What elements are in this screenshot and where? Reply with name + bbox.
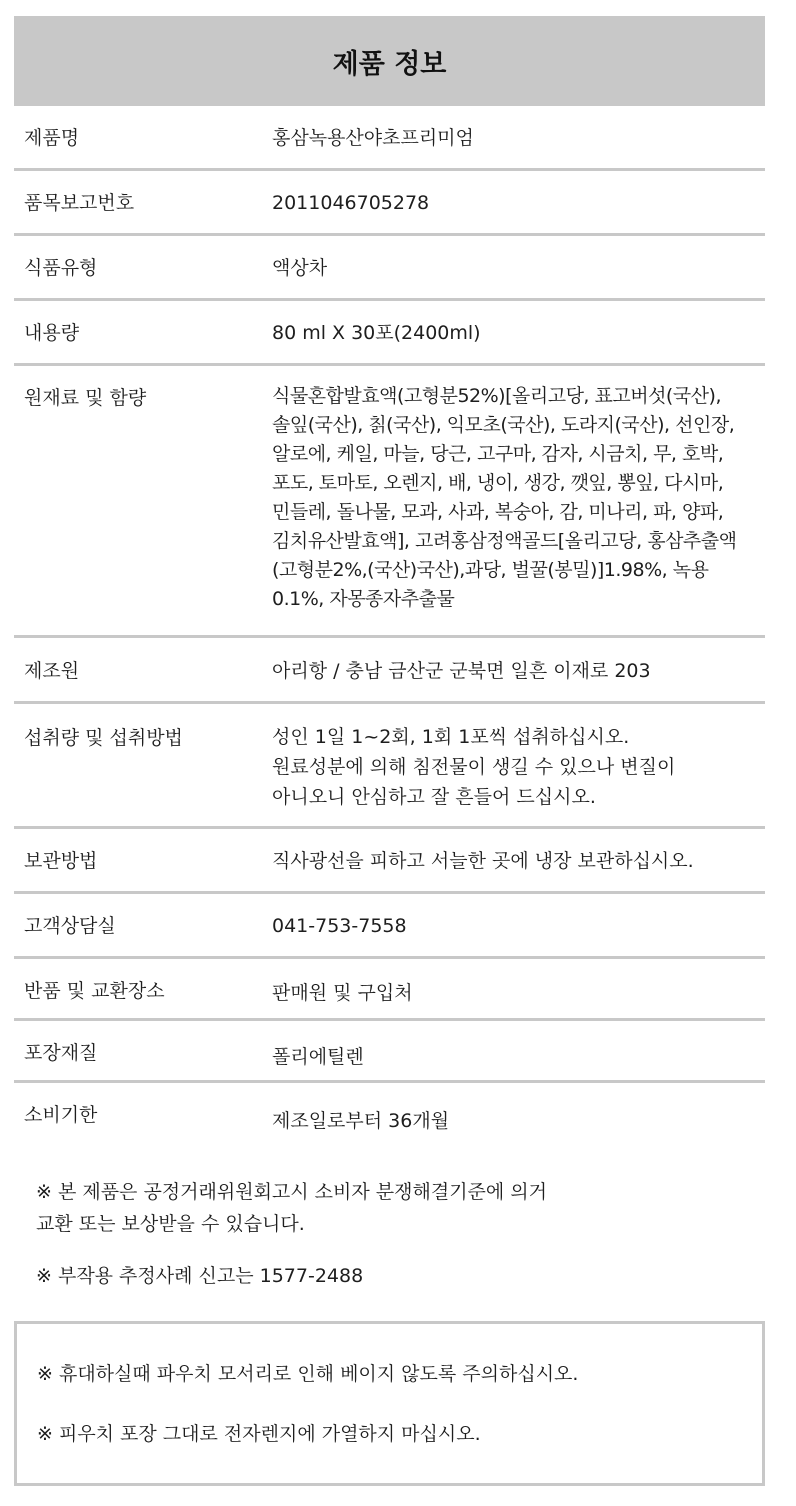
value-line: 액상차 [272,257,328,279]
row-label: 섭취량 및 섭취방법 [24,727,183,749]
row-value [272,319,765,347]
value-line: 폴리에틸렌 [272,1046,364,1068]
row-value [272,382,765,614]
row-value [272,912,765,940]
row-value [272,1107,765,1135]
value-line: 솔잎(국산), 칡(국산), 익모초(국산), 도라지(국산), 선인장, [272,414,735,436]
row-return-place [14,959,765,1021]
page-title: 제품 정보 [14,16,765,106]
value-line: 제조일로부터 36개월 [272,1110,450,1132]
row-value [272,1043,765,1071]
row-label: 원재료 및 함량 [24,387,147,409]
row-customer-service [14,894,765,959]
value-line: 원료성분에 의해 침전물이 생길 수 있으나 변질이 [272,756,676,778]
row-value [272,124,765,152]
value-line: 홍삼녹용산야초프리미엄 [272,127,474,149]
warning-box [14,1321,765,1486]
row-report-number [14,171,765,236]
row-value [272,979,765,1007]
value-line: 아리항 / 충남 금산군 군북면 일흔 이재로 203 [272,660,651,682]
row-label: 제품명 [24,127,80,149]
product-info-table [14,106,765,1147]
value-line: 2011046705278 [272,192,430,214]
row-label: 반품 및 교환장소 [24,980,165,1002]
value-line: 0.1%, 자몽종자추출물 [272,588,455,610]
value-line: 아니오니 안심하고 잘 흔들어 드십시오. [272,786,596,808]
value-line: 포도, 토마토, 오렌지, 배, 냉이, 생강, 깻잎, 뽕잎, 다시마, [272,472,724,494]
row-volume [14,301,765,366]
row-packaging [14,1021,765,1083]
value-line: 김치유산발효액], 고려홍삼정액골드[올리고당, 홍삼추출액 [272,530,737,552]
row-label: 소비기한 [24,1104,98,1126]
value-line: 판매원 및 구입처 [272,982,413,1004]
row-label: 포장재질 [24,1042,98,1064]
row-label: 내용량 [24,322,80,344]
dispute-notice-line: ※ 본 제품은 공정거래위원회고시 소비자 분쟁해결기준에 의거 [36,1181,548,1203]
row-label: 품목보고번호 [24,192,135,214]
value-line: 알로에, 케일, 마늘, 당근, 고구마, 감자, 시금치, 무, 호박, [272,443,724,465]
row-ingredients [14,366,765,638]
warning-line: ※ 휴대하실때 파우치 모서리로 인해 베이지 않도록 주의하십시오. [37,1363,579,1385]
row-intake [14,704,765,829]
row-value [272,657,765,685]
row-storage [14,829,765,894]
dispute-notice-line: 교환 또는 보상받을 수 있습니다. [36,1213,305,1235]
value-line: 식물혼합발효액(고형분52%)[올리고당, 표고버섯(국산), [272,385,721,407]
row-value [272,722,765,812]
row-food-type [14,236,765,301]
row-label: 보관방법 [24,850,98,872]
row-product-name [14,106,765,171]
value-line: 80 ml X 30포(2400ml) [272,322,481,344]
row-label: 고객상담실 [24,915,116,937]
side-effect-notice: ※ 부작용 추정사례 신고는 1577-2488 [36,1265,364,1287]
row-manufacturer [14,638,765,704]
value-line: 민들레, 돌나물, 모과, 사과, 복숭아, 감, 미나리, 파, 양파, [272,501,724,523]
value-line: (고형분2%,(국산)국산),과당, 벌꿀(봉밀)]1.98%, 녹용 [272,559,709,581]
row-label: 제조원 [24,660,80,682]
value-line: 성인 1일 1~2회, 1회 1포씩 섭취하십시오. [272,726,630,748]
value-line: 직사광선을 피하고 서늘한 곳에 냉장 보관하십시오. [272,850,694,872]
row-value [272,189,765,217]
notice-section [36,1176,756,1292]
row-value [272,847,765,875]
row-label: 식품유형 [24,257,98,279]
row-expiry [14,1083,765,1147]
warning-line: ※ 피우치 포장 그대로 전자렌지에 가열하지 마십시오. [37,1423,481,1445]
row-value [272,254,765,282]
value-line: 041-753-7558 [272,915,407,937]
